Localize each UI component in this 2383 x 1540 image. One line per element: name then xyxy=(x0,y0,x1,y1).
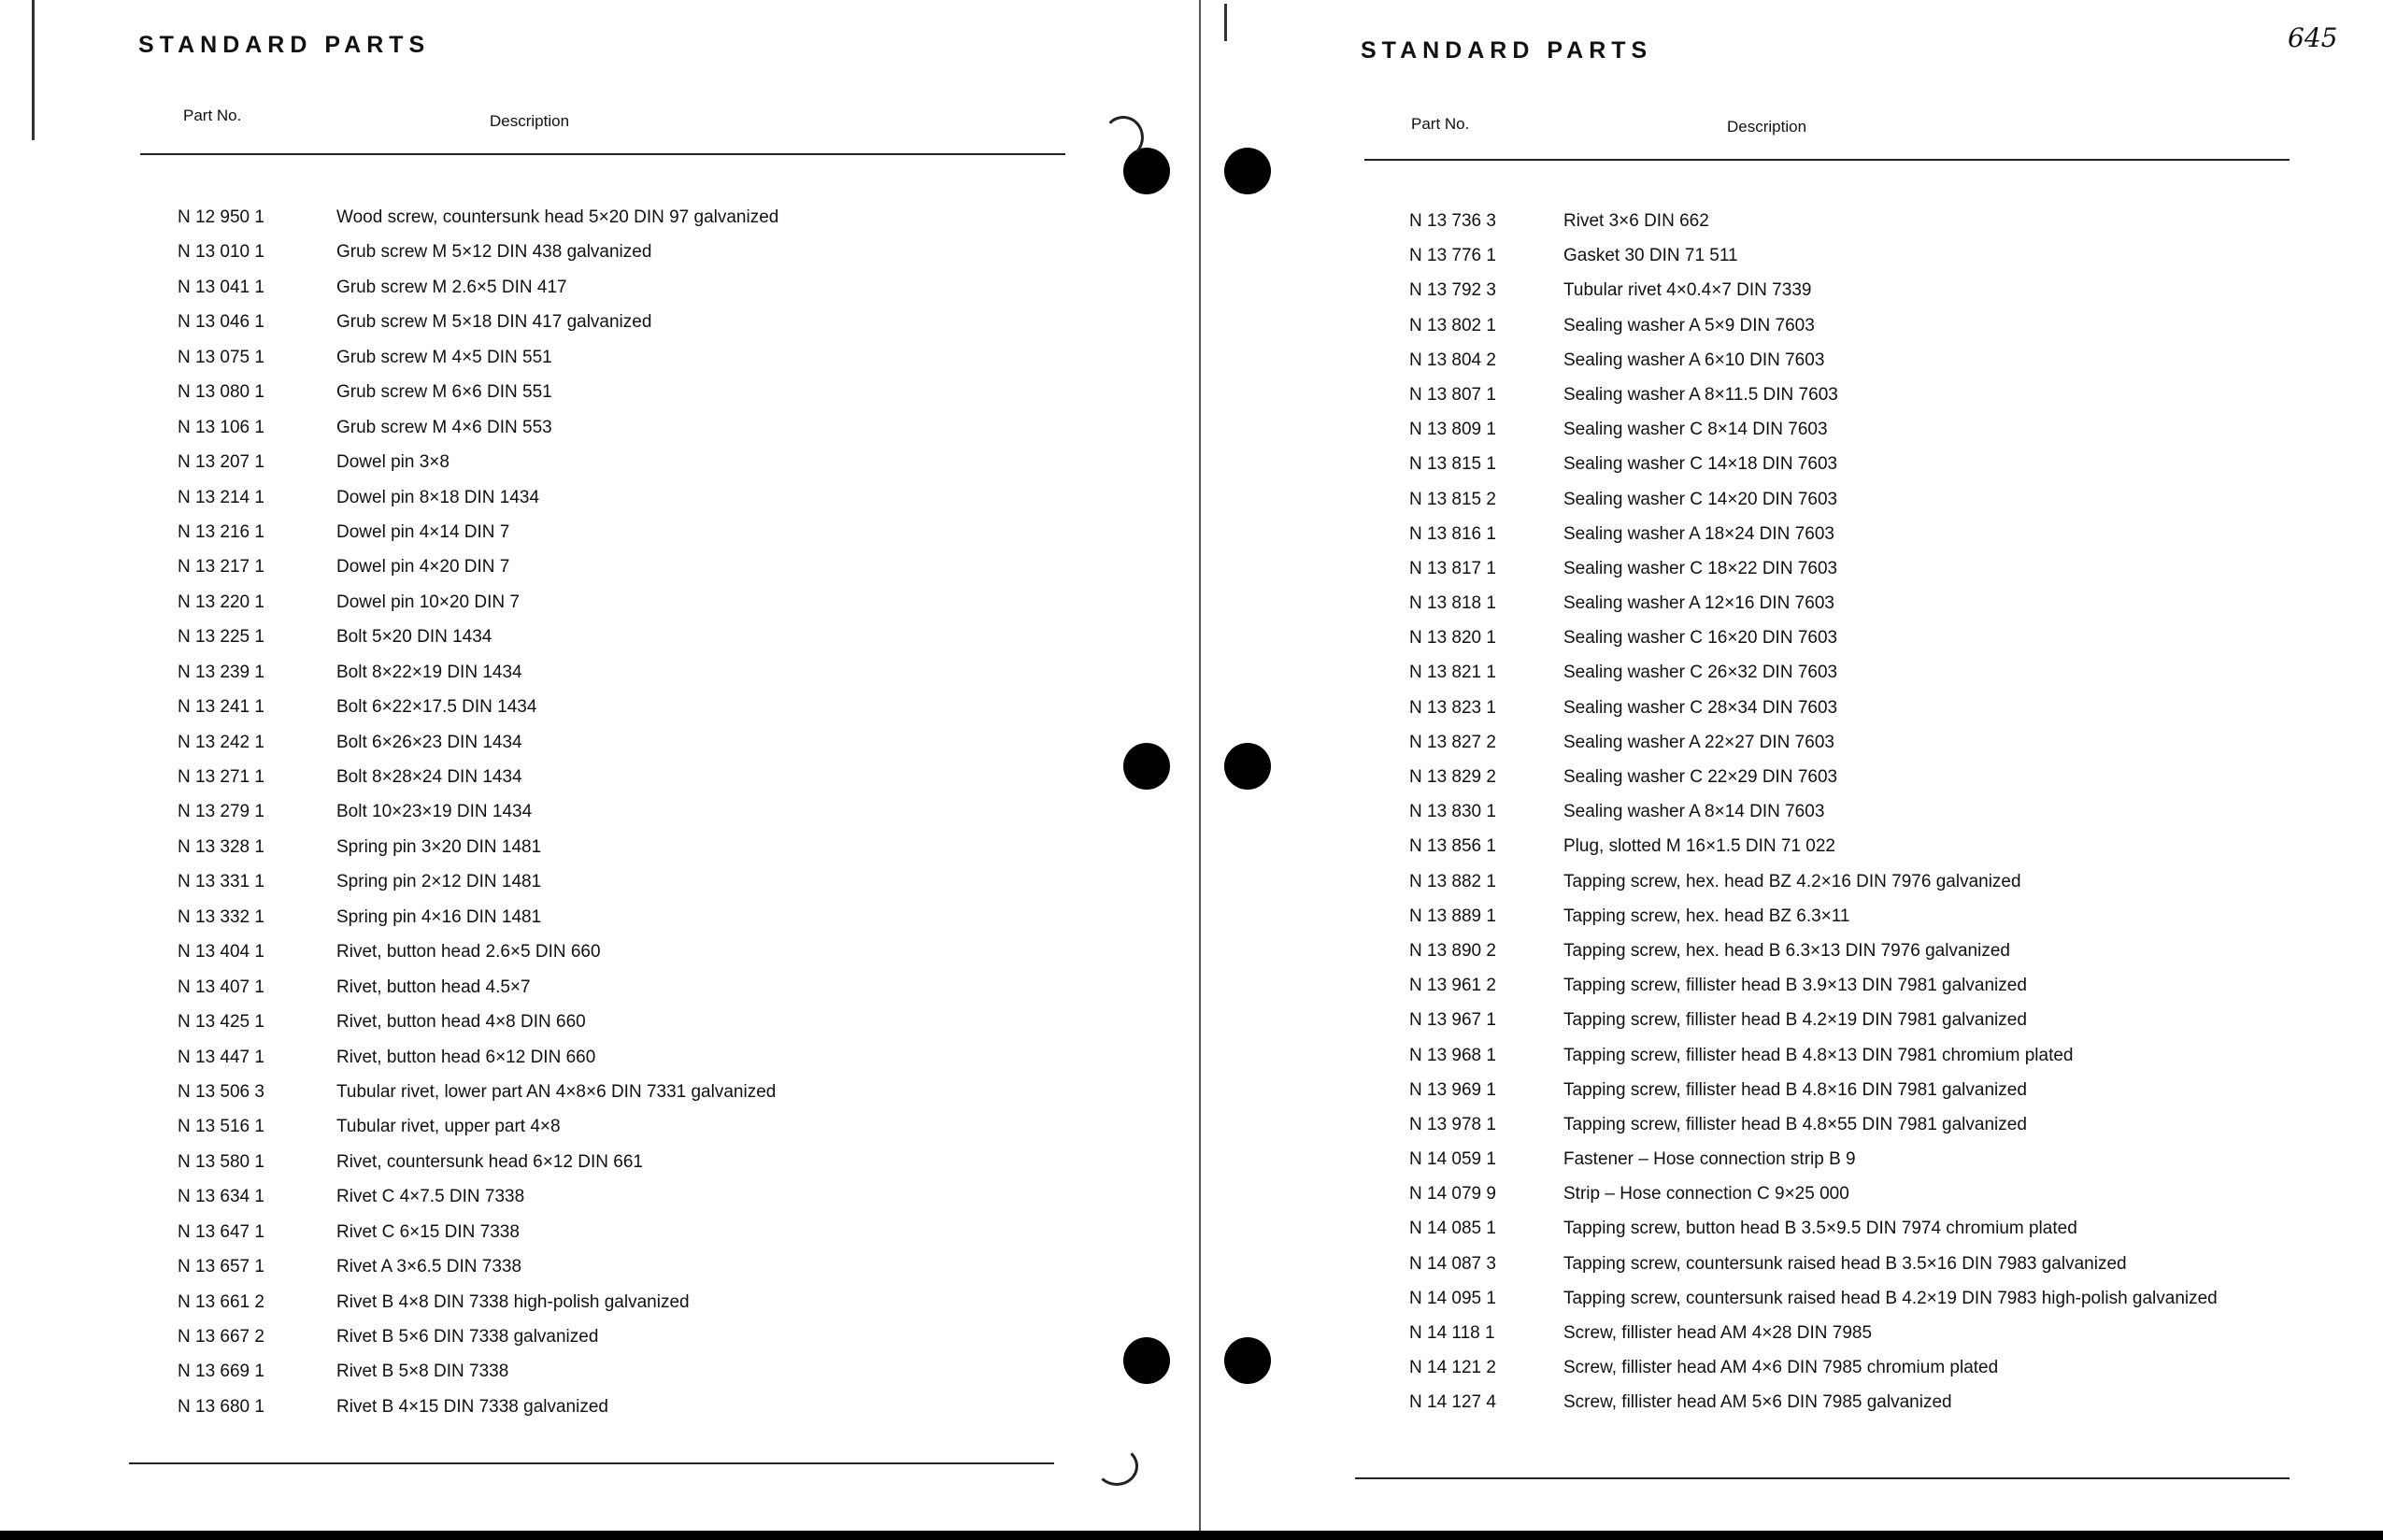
part-number: N 13 967 1 xyxy=(1409,1010,1496,1031)
part-description: Tapping screw, hex. head BZ 6.3×11 xyxy=(1563,905,1850,926)
table-row xyxy=(1409,593,2344,628)
part-number: N 13 647 1 xyxy=(178,1221,264,1242)
part-description: Tapping screw, fillister head B 4.8×55 DIN 7981 galvanized xyxy=(1563,1114,2027,1134)
part-number: N 13 332 1 xyxy=(178,906,264,927)
part-description: Sealing washer A 8×14 DIN 7603 xyxy=(1563,802,1825,822)
part-description: Bolt 6×26×23 DIN 1434 xyxy=(336,732,522,752)
part-number: N 14 059 1 xyxy=(1409,1149,1496,1170)
part-number: N 13 809 1 xyxy=(1409,420,1496,440)
part-description: Tubular rivet, lower part AN 4×8×6 DIN 7331 galvanized xyxy=(336,1081,777,1102)
table-row xyxy=(178,1397,1019,1432)
table-row xyxy=(1409,1184,2344,1219)
table-row xyxy=(1409,1254,2344,1289)
part-description: Dowel pin 8×18 DIN 1434 xyxy=(336,487,540,507)
part-description: Sealing washer A 6×10 DIN 7603 xyxy=(1563,349,1825,370)
table-row xyxy=(1409,385,2344,420)
table-row xyxy=(178,802,1019,836)
left-page xyxy=(0,0,1196,1533)
part-number: N 13 242 1 xyxy=(178,732,264,752)
table-row xyxy=(178,627,1019,662)
part-number: N 13 279 1 xyxy=(178,802,264,822)
parts-list xyxy=(1409,211,2344,1428)
binder-hole xyxy=(1123,1337,1170,1384)
part-description: Sealing washer C 8×14 DIN 7603 xyxy=(1563,420,1828,440)
table-row xyxy=(178,907,1019,942)
part-number: N 13 106 1 xyxy=(178,417,264,437)
table-row xyxy=(1409,524,2344,559)
right-page xyxy=(1206,0,2383,1533)
page-curl-mark xyxy=(1095,1447,1138,1486)
binder-hole xyxy=(1224,743,1271,790)
scan-edge-mark xyxy=(32,0,35,140)
part-number: N 13 736 3 xyxy=(1409,211,1496,231)
part-description: Sealing washer C 28×34 DIN 7603 xyxy=(1563,697,1838,718)
table-row xyxy=(1409,733,2344,767)
table-row xyxy=(178,872,1019,906)
part-number: N 13 220 1 xyxy=(178,592,264,612)
column-header-part-no: Part No. xyxy=(1411,115,1470,133)
part-number: N 14 079 9 xyxy=(1409,1184,1496,1205)
table-row xyxy=(1409,802,2344,836)
part-number: N 13 657 1 xyxy=(178,1257,264,1277)
part-number: N 13 820 1 xyxy=(1409,628,1496,649)
binder-hole xyxy=(1224,148,1271,194)
table-row xyxy=(1409,559,2344,593)
table-row xyxy=(1409,316,2344,350)
part-number: N 13 815 2 xyxy=(1409,489,1496,509)
table-row xyxy=(178,733,1019,767)
part-description: Tubular rivet 4×0.4×7 DIN 7339 xyxy=(1563,280,1812,301)
part-number: N 13 961 2 xyxy=(1409,976,1496,996)
column-header-description: Description xyxy=(490,112,570,130)
part-description: Rivet, button head 6×12 DIN 660 xyxy=(336,1047,596,1067)
part-number: N 13 225 1 xyxy=(178,627,264,648)
part-number: N 13 447 1 xyxy=(178,1047,264,1067)
part-description: Dowel pin 4×20 DIN 7 xyxy=(336,557,510,578)
part-number: N 13 815 1 xyxy=(1409,454,1496,475)
table-row xyxy=(178,1187,1019,1221)
footer-rule xyxy=(1355,1477,2290,1479)
part-description: Sealing washer A 5×9 DIN 7603 xyxy=(1563,315,1815,335)
table-row xyxy=(1409,1046,2344,1080)
part-description: Sealing washer A 8×11.5 DIN 7603 xyxy=(1563,384,1838,405)
part-number: N 14 127 4 xyxy=(1409,1392,1496,1413)
table-row xyxy=(1409,1080,2344,1115)
table-row xyxy=(1409,211,2344,246)
part-description: Grub screw M 6×6 DIN 551 xyxy=(336,382,552,403)
table-row xyxy=(1409,628,2344,663)
part-description: Sealing washer C 18×22 DIN 7603 xyxy=(1563,558,1838,578)
part-description: Spring pin 2×12 DIN 1481 xyxy=(336,872,542,892)
part-description: Dowel pin 4×14 DIN 7 xyxy=(336,521,510,542)
part-description: Sealing washer C 26×32 DIN 7603 xyxy=(1563,663,1838,683)
scan-bottom-edge xyxy=(0,1531,2383,1540)
table-row xyxy=(178,452,1019,487)
part-number: N 14 085 1 xyxy=(1409,1219,1496,1239)
table-row xyxy=(178,348,1019,382)
part-number: N 13 516 1 xyxy=(178,1117,264,1137)
table-row xyxy=(178,1048,1019,1082)
part-number: N 13 404 1 xyxy=(178,942,264,962)
table-row xyxy=(1409,280,2344,315)
part-description: Tapping screw, hex. head B 6.3×13 DIN 7976 galvanized xyxy=(1563,940,2010,961)
table-row xyxy=(1409,941,2344,976)
part-description: Rivet C 6×15 DIN 7338 xyxy=(336,1221,520,1242)
part-number: N 13 817 1 xyxy=(1409,558,1496,578)
part-number: N 13 804 2 xyxy=(1409,349,1496,370)
table-row xyxy=(1409,663,2344,697)
part-description: Sealing washer C 16×20 DIN 7603 xyxy=(1563,628,1838,649)
table-row xyxy=(1409,767,2344,802)
part-description: Tapping screw, fillister head B 4.8×13 DIN 7981 chromium plated xyxy=(1563,1045,2074,1065)
part-number: N 12 950 1 xyxy=(178,207,264,227)
table-row xyxy=(1409,906,2344,941)
part-number: N 13 816 1 xyxy=(1409,523,1496,544)
table-row xyxy=(178,592,1019,627)
table-row xyxy=(178,1257,1019,1291)
part-number: N 13 216 1 xyxy=(178,521,264,542)
table-row xyxy=(1409,698,2344,733)
part-description: Fastener – Hose connection strip B 9 xyxy=(1563,1149,1856,1170)
table-row xyxy=(178,1152,1019,1187)
part-number: N 13 506 3 xyxy=(178,1081,264,1102)
table-row xyxy=(178,488,1019,522)
column-header-description: Description xyxy=(1727,118,1807,135)
part-number: N 13 829 2 xyxy=(1409,767,1496,787)
part-number: N 13 669 1 xyxy=(178,1362,264,1382)
table-row xyxy=(178,1327,1019,1362)
part-description: Tapping screw, button head B 3.5×9.5 DIN 7974 chromium plated xyxy=(1563,1219,2077,1239)
part-number: N 13 802 1 xyxy=(1409,315,1496,335)
part-description: Rivet A 3×6.5 DIN 7338 xyxy=(336,1257,522,1277)
table-row xyxy=(178,837,1019,872)
part-description: Bolt 10×23×19 DIN 1434 xyxy=(336,802,533,822)
part-description: Grub screw M 4×6 DIN 553 xyxy=(336,417,552,437)
part-number: N 14 087 3 xyxy=(1409,1253,1496,1274)
table-row xyxy=(1409,420,2344,454)
part-description: Grub screw M 5×12 DIN 438 galvanized xyxy=(336,242,652,263)
part-number: N 13 580 1 xyxy=(178,1151,264,1172)
part-description: Rivet, button head 2.6×5 DIN 660 xyxy=(336,942,601,962)
table-row xyxy=(1409,1219,2344,1253)
table-row xyxy=(1409,872,2344,906)
part-number: N 13 830 1 xyxy=(1409,802,1496,822)
table-row xyxy=(1409,836,2344,871)
part-number: N 14 095 1 xyxy=(1409,1288,1496,1308)
part-number: N 13 823 1 xyxy=(1409,697,1496,718)
part-number: N 13 969 1 xyxy=(1409,1079,1496,1100)
table-row xyxy=(1409,1323,2344,1358)
part-description: Rivet, button head 4.5×7 xyxy=(336,977,531,997)
table-row xyxy=(178,1012,1019,1047)
table-row xyxy=(1409,1358,2344,1392)
part-description: Bolt 8×22×19 DIN 1434 xyxy=(336,662,522,682)
part-number: N 13 890 2 xyxy=(1409,940,1496,961)
page-heading: STANDARD PARTS xyxy=(138,32,431,58)
part-description: Rivet B 5×8 DIN 7338 xyxy=(336,1362,509,1382)
table-row xyxy=(178,522,1019,557)
part-description: Spring pin 3×20 DIN 1481 xyxy=(336,836,542,857)
part-number: N 13 882 1 xyxy=(1409,871,1496,891)
part-description: Dowel pin 10×20 DIN 7 xyxy=(336,592,520,612)
table-row xyxy=(178,382,1019,417)
table-row xyxy=(178,1362,1019,1396)
table-row xyxy=(178,697,1019,732)
table-row xyxy=(1409,1392,2344,1427)
binder-hole xyxy=(1123,743,1170,790)
footer-rule xyxy=(129,1462,1054,1464)
part-description: Screw, fillister head AM 5×6 DIN 7985 galvanized xyxy=(1563,1392,1952,1413)
scan-edge-mark xyxy=(1224,4,1227,41)
part-description: Bolt 5×20 DIN 1434 xyxy=(336,627,492,648)
part-description: Sealing washer A 22×27 DIN 7603 xyxy=(1563,732,1834,752)
table-row xyxy=(178,1082,1019,1117)
page-curl-mark xyxy=(1103,116,1144,159)
part-number: N 13 818 1 xyxy=(1409,593,1496,614)
part-number: N 13 241 1 xyxy=(178,697,264,718)
part-number: N 13 331 1 xyxy=(178,872,264,892)
part-description: Tapping screw, countersunk raised head B 3.5×16 DIN 7983 galvanized xyxy=(1563,1253,2127,1274)
part-number: N 13 214 1 xyxy=(178,487,264,507)
table-row xyxy=(178,767,1019,802)
part-number: N 13 328 1 xyxy=(178,836,264,857)
part-number: N 13 680 1 xyxy=(178,1396,264,1417)
part-number: N 13 425 1 xyxy=(178,1012,264,1033)
part-description: Sealing washer A 18×24 DIN 7603 xyxy=(1563,523,1834,544)
part-description: Sealing washer C 22×29 DIN 7603 xyxy=(1563,767,1838,787)
part-description: Screw, fillister head AM 4×28 DIN 7985 xyxy=(1563,1323,1873,1343)
part-number: N 13 856 1 xyxy=(1409,836,1496,857)
table-row xyxy=(178,1222,1019,1257)
part-number: N 13 046 1 xyxy=(178,312,264,333)
part-description: Rivet 3×6 DIN 662 xyxy=(1563,211,1709,231)
part-number: N 13 080 1 xyxy=(178,382,264,403)
part-description: Screw, fillister head AM 4×6 DIN 7985 chromium plated xyxy=(1563,1358,1999,1378)
table-row xyxy=(1409,1115,2344,1149)
table-row xyxy=(178,207,1019,242)
table-row xyxy=(1409,490,2344,524)
part-description: Sealing washer A 12×16 DIN 7603 xyxy=(1563,593,1834,614)
part-number: N 13 821 1 xyxy=(1409,663,1496,683)
part-number: N 13 271 1 xyxy=(178,767,264,787)
page-number: 645 xyxy=(2288,22,2338,53)
part-description: Rivet B 4×15 DIN 7338 galvanized xyxy=(336,1396,608,1417)
part-number: N 13 667 2 xyxy=(178,1327,264,1347)
part-number: N 13 776 1 xyxy=(1409,246,1496,266)
part-description: Grub screw M 5×18 DIN 417 galvanized xyxy=(336,312,652,333)
table-row xyxy=(178,418,1019,452)
table-row xyxy=(1409,454,2344,489)
part-number: N 13 217 1 xyxy=(178,557,264,578)
parts-list xyxy=(178,207,1019,1432)
part-number: N 13 827 2 xyxy=(1409,732,1496,752)
page-gutter xyxy=(1199,0,1201,1533)
part-number: N 13 792 3 xyxy=(1409,280,1496,301)
part-description: Tapping screw, fillister head B 3.9×13 DIN 7981 galvanized xyxy=(1563,976,2027,996)
part-description: Spring pin 4×16 DIN 1481 xyxy=(336,906,542,927)
part-number: N 13 634 1 xyxy=(178,1187,264,1207)
table-row xyxy=(1409,350,2344,385)
table-row xyxy=(178,942,1019,977)
table-row xyxy=(1409,1010,2344,1045)
table-row xyxy=(1409,1149,2344,1184)
table-row xyxy=(178,312,1019,347)
part-description: Rivet, countersunk head 6×12 DIN 661 xyxy=(336,1151,643,1172)
part-number: N 13 041 1 xyxy=(178,277,264,297)
table-row xyxy=(178,278,1019,312)
part-description: Rivet, button head 4×8 DIN 660 xyxy=(336,1012,586,1033)
part-description: Tapping screw, hex. head BZ 4.2×16 DIN 7976 galvanized xyxy=(1563,871,2021,891)
part-description: Grub screw M 2.6×5 DIN 417 xyxy=(336,277,567,297)
part-description: Tapping screw, fillister head B 4.8×16 DIN 7981 galvanized xyxy=(1563,1079,2027,1100)
part-number: N 13 239 1 xyxy=(178,662,264,682)
table-row xyxy=(1409,976,2344,1010)
table-row xyxy=(1409,1289,2344,1323)
part-description: Gasket 30 DIN 71 511 xyxy=(1563,246,1738,266)
page-heading: STANDARD PARTS xyxy=(1361,37,1653,64)
part-description: Plug, slotted M 16×1.5 DIN 71 022 xyxy=(1563,836,1835,857)
part-number: N 13 661 2 xyxy=(178,1291,264,1312)
part-number: N 13 889 1 xyxy=(1409,905,1496,926)
table-row xyxy=(178,977,1019,1012)
part-number: N 13 075 1 xyxy=(178,347,264,367)
table-row xyxy=(178,1292,1019,1327)
header-rule xyxy=(1364,159,2290,161)
part-description: Dowel pin 3×8 xyxy=(336,452,449,473)
part-number: N 13 207 1 xyxy=(178,452,264,473)
binder-hole xyxy=(1224,1337,1271,1384)
part-description: Tubular rivet, upper part 4×8 xyxy=(336,1117,561,1137)
table-row xyxy=(1409,246,2344,280)
header-rule xyxy=(140,153,1065,155)
part-description: Grub screw M 4×5 DIN 551 xyxy=(336,347,552,367)
part-number: N 13 968 1 xyxy=(1409,1045,1496,1065)
part-description: Tapping screw, countersunk raised head B 4.2×19 DIN 7983 high-polish galvanized xyxy=(1563,1288,2218,1308)
part-description: Bolt 8×28×24 DIN 1434 xyxy=(336,767,522,787)
part-number: N 13 407 1 xyxy=(178,977,264,997)
table-row xyxy=(178,242,1019,277)
table-row xyxy=(178,557,1019,592)
column-header-part-no: Part No. xyxy=(183,107,242,124)
part-description: Rivet C 4×7.5 DIN 7338 xyxy=(336,1187,525,1207)
part-number: N 14 121 2 xyxy=(1409,1358,1496,1378)
part-number: N 13 010 1 xyxy=(178,242,264,263)
part-description: Sealing washer C 14×20 DIN 7603 xyxy=(1563,489,1838,509)
part-description: Sealing washer C 14×18 DIN 7603 xyxy=(1563,454,1838,475)
part-description: Rivet B 5×6 DIN 7338 galvanized xyxy=(336,1327,599,1347)
table-row xyxy=(178,663,1019,697)
part-number: N 13 807 1 xyxy=(1409,384,1496,405)
part-description: Rivet B 4×8 DIN 7338 high-polish galvanized xyxy=(336,1291,690,1312)
part-description: Tapping screw, fillister head B 4.2×19 DIN 7981 galvanized xyxy=(1563,1010,2027,1031)
part-number: N 13 978 1 xyxy=(1409,1114,1496,1134)
table-row xyxy=(178,1117,1019,1151)
part-description: Wood screw, countersunk head 5×20 DIN 97 galvanized xyxy=(336,207,779,227)
part-description: Bolt 6×22×17.5 DIN 1434 xyxy=(336,697,537,718)
part-number: N 14 118 1 xyxy=(1409,1323,1495,1343)
part-description: Strip – Hose connection C 9×25 000 xyxy=(1563,1184,1849,1205)
